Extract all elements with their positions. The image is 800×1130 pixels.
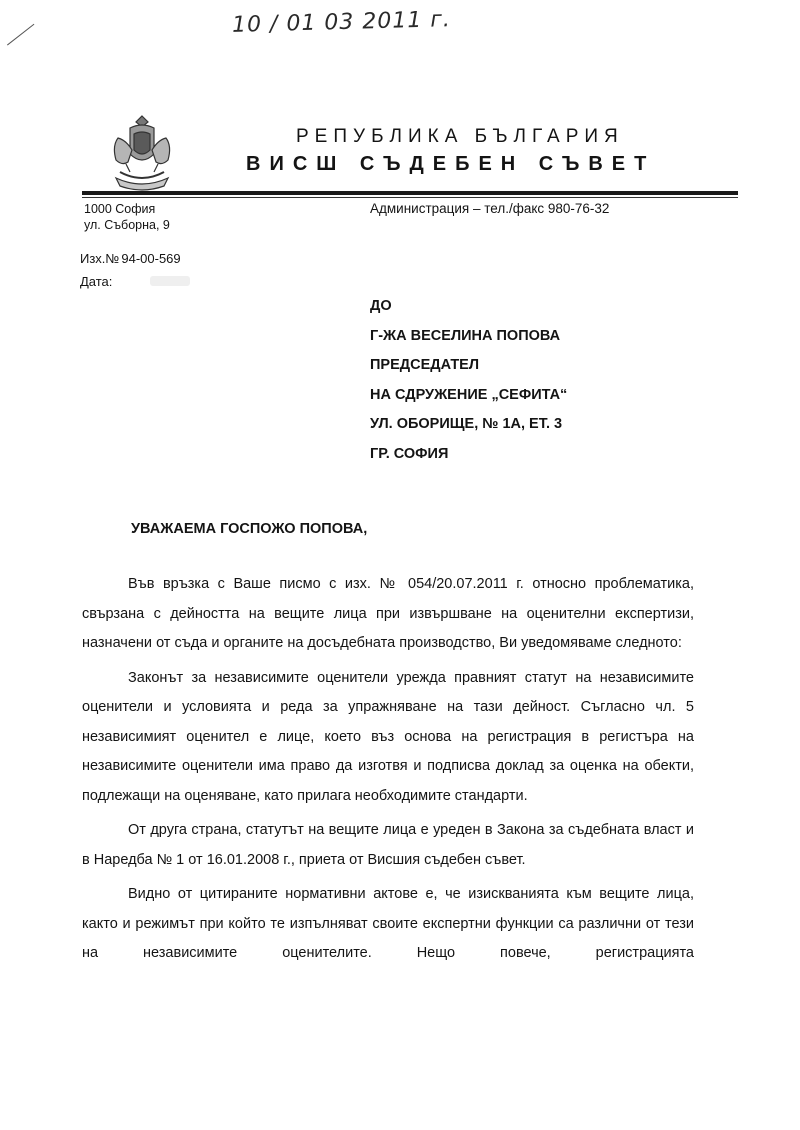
letter-body (82, 570, 694, 969)
sender-address (84, 201, 170, 233)
recipient-line: НА СДРУЖЕНИЕ „СЕФИТА“ (370, 386, 568, 403)
header-council: ВИСШ СЪДЕБЕН СЪВЕТ (246, 153, 656, 175)
reference-number-row (80, 247, 190, 270)
recipient-line: Г-ЖА ВЕСЕЛИНА ПОПОВА (370, 327, 561, 344)
recipient-line: УЛ. ОБОРИЩЕ, № 1А, ЕТ. 3 (370, 416, 563, 432)
body-paragraph: Видно от цитираните нормативни актове е, че изискванията към вещите лица, както и режимът при който те изпълняват своите експертни функции са различни от тези на независимите оценителите. Нещо повече, регистрацията (82, 886, 694, 961)
body-paragraph: Във връзка с Ваше писмо с изх. № 054/20.07.2011 г. относно проблематика, свързана с дейността на вещите лица при извършване на оценителни експертизи, назначени от съда и органите на досъдебната производство, Ви уведомяваме следното: (82, 576, 694, 651)
administration-contact: Администрация – тел./факс 980-76-32 (370, 201, 610, 216)
recipient-line: ПРЕДСЕДАТЕЛ (370, 357, 480, 373)
address-line-city: 1000 София (84, 202, 156, 216)
header-divider-thick (82, 191, 738, 195)
bulgarian-coat-of-arms-icon (100, 112, 184, 192)
reference-number-label: Изх.№ (80, 251, 120, 266)
header-divider-thin (82, 197, 738, 198)
date-smudge (150, 276, 190, 286)
salutation: УВАЖАЕМА ГОСПОЖО ПОПОВА, (131, 521, 368, 537)
header-republic: РЕПУБЛИКА БЪЛГАРИЯ (296, 126, 624, 147)
body-paragraph: Законът за независимите оценители урежда правният статут на независимите оценители и условията и реда за упражняване на тази дейност. Съгласно чл. 5 независимият оценител е лице, което въз основа на регистрация в регистъра на независимите оценители има право да изготвя и подписва доклад за оценка на обекти, подлежащи на оценяване, като прилага необходимите стандарти. (82, 669, 694, 804)
handwritten-reference: 10 / 01 03 2011 г. (231, 7, 452, 38)
recipient-line: ДО (370, 298, 392, 314)
margin-mark (7, 24, 35, 47)
reference-date-label: Дата: (80, 274, 113, 289)
address-line-street: ул. Съборна, 9 (84, 218, 170, 232)
recipient-block (370, 292, 567, 469)
reference-date-row (80, 270, 190, 293)
body-paragraph: От друга страна, статутът на вещите лица е уреден в Закона за съдебната власт и в Наредба № 1 от 16.01.2008 г., приета от Висшия съдебен съвет. (82, 822, 694, 868)
recipient-line: ГР. СОФИЯ (370, 445, 449, 462)
reference-number-value: 94-00-569 (121, 251, 181, 266)
outgoing-reference (80, 247, 190, 293)
